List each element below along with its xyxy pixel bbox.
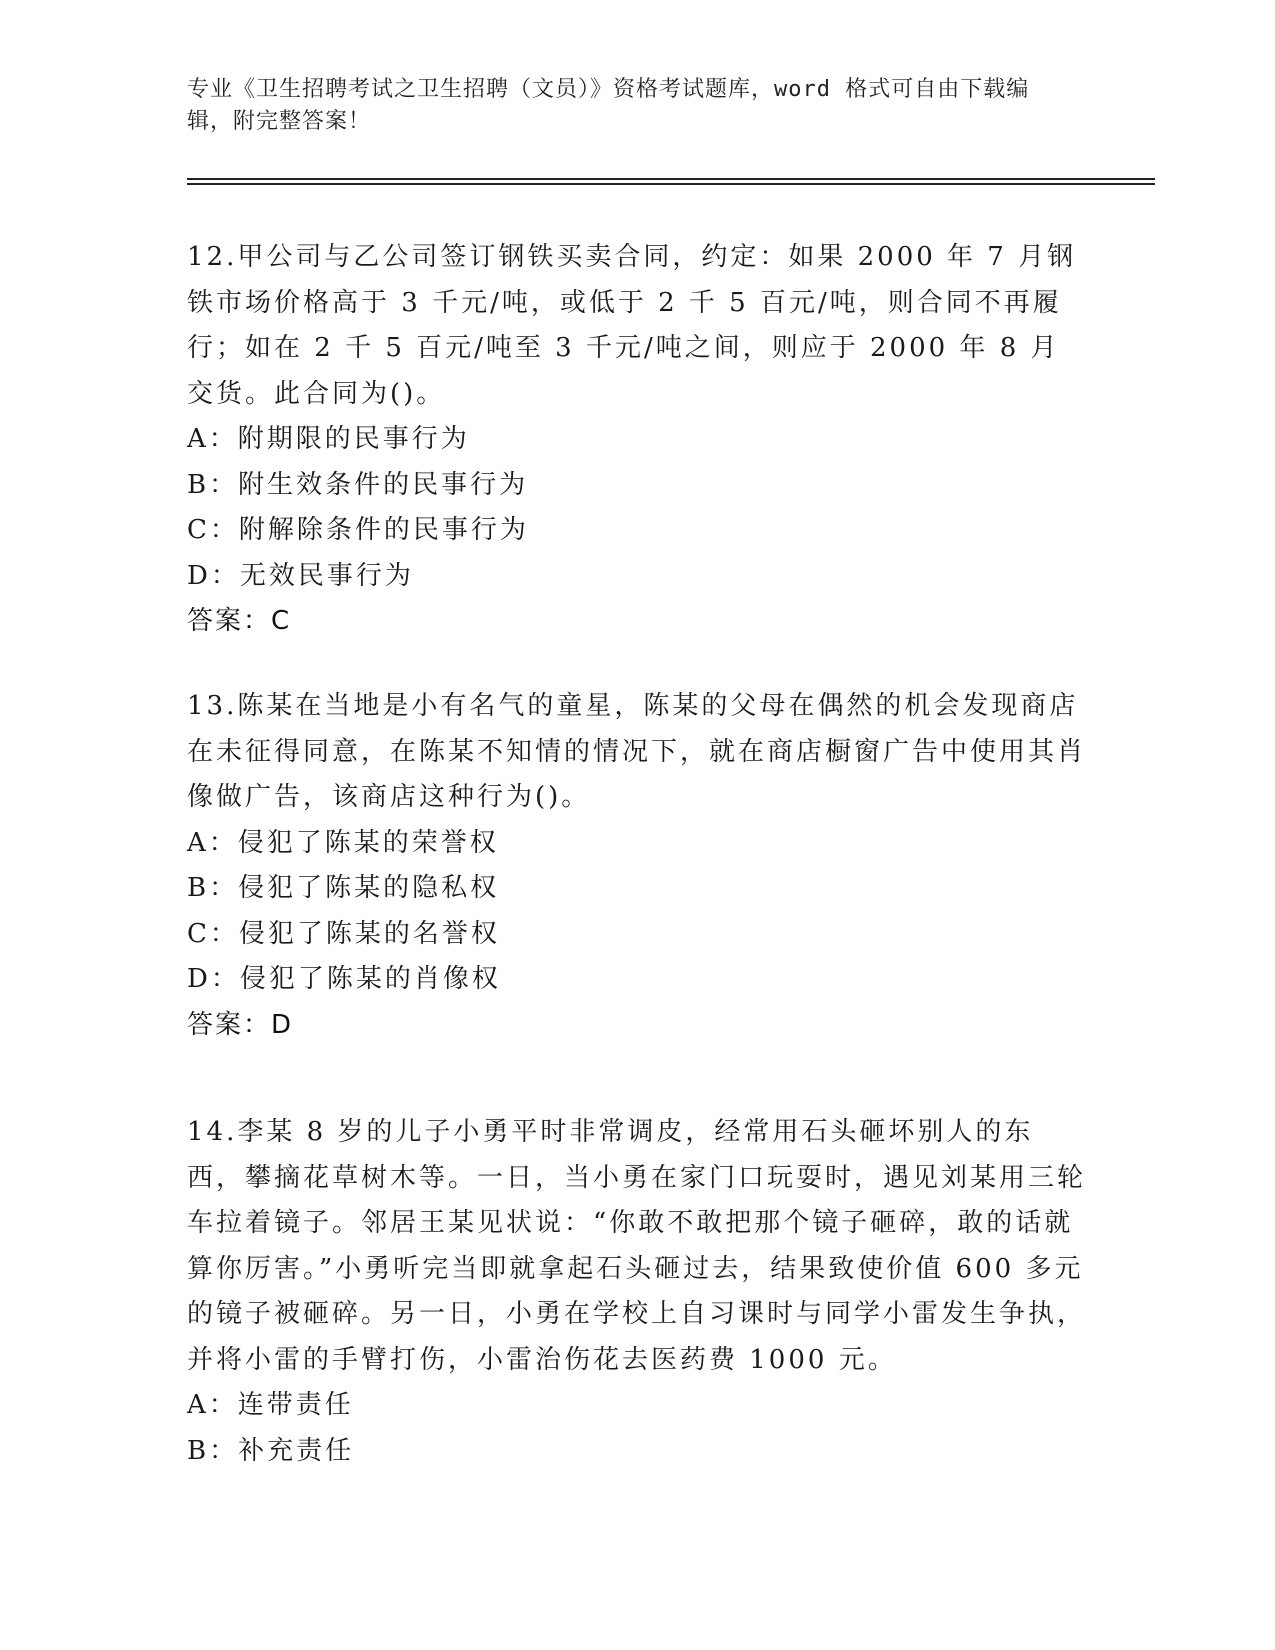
option-d: D：无效民事行为	[187, 560, 414, 591]
option-c: C：附解除条件的民事行为	[187, 515, 529, 545]
header-divider-bottom	[187, 183, 1155, 185]
option-b: B：补充责任	[187, 1435, 355, 1466]
option-c: C：侵犯了陈某的名誉权	[187, 918, 500, 949]
option-b: B：附生效条件的民事行为	[187, 469, 529, 500]
option-a: A：连带责任	[187, 1390, 354, 1420]
answer-label: 答案：C	[187, 606, 292, 636]
question-stem: 12.甲公司与乙公司签订钢铁买卖合同，约定：如果 2000 年 7 月钢铁市场价格高于 3 千元/吨，或低于 2 千 5 百元/吨，则合同不再履行；如在 2 千 5 百元/吨至 3 千元/吨之间，则应于 2000 年 8 月交货。此合同为()。	[187, 242, 1077, 409]
document-header: 专业《卫生招聘考试之卫生招聘（文员）》资格考试题库，word 格式可自由下载编辑，附完整答案！	[187, 77, 1030, 134]
header-divider-top	[187, 178, 1155, 180]
question-stem: 14.李某 8 岁的儿子小勇平时非常调皮，经常用石头砸坏别人的东西，攀摘花草树木等。一日，当小勇在家门口玩耍时，遇见刘某用三轮车拉着镜子。邻居王某见状说：“你敢不敢把那个镜子砸碎，敢的话就算你厉害。”小勇听完当即就拿起石头砸过去，结果致使价值 600 多元的镜子被砸碎。另一日，小勇在学校上自习课时与同学小雷发生争执，并将小雷的手臂打伤，小雷治伤花去医药费 1000 元。	[187, 1117, 1087, 1375]
question-12	[187, 235, 1087, 645]
answer-label: 答案：D	[187, 1009, 294, 1040]
option-b: B：侵犯了陈某的隐私权	[187, 873, 500, 903]
question-13	[187, 684, 1087, 1048]
question-stem: 13.陈某在当地是小有名气的童星，陈某的父母在偶然的机会发现商店在未征得同意，在陈某不知情的情况下，就在商店橱窗广告中使用其肖像做广告，该商店这种行为()。	[187, 691, 1087, 812]
option-a: A：附期限的民事行为	[187, 424, 470, 454]
option-d: D：侵犯了陈某的肖像权	[187, 964, 501, 994]
option-a: A：侵犯了陈某的荣誉权	[187, 827, 499, 858]
question-14	[187, 1110, 1087, 1474]
